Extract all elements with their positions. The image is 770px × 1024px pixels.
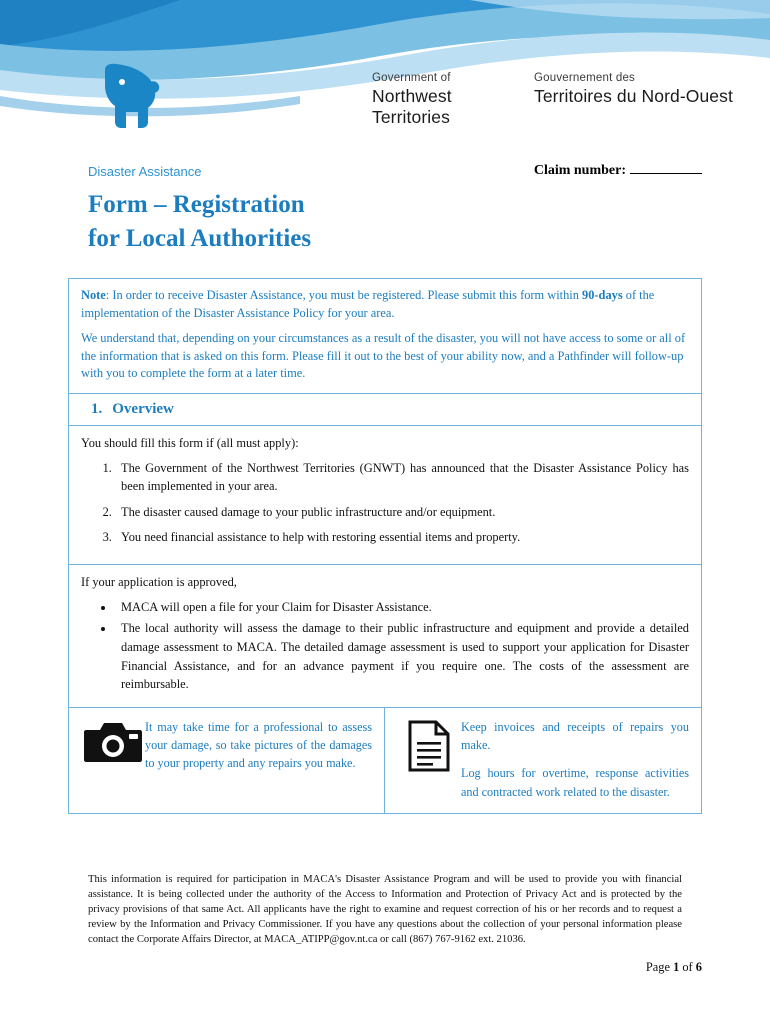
page-mid: of	[679, 960, 696, 974]
tip-photos-text	[145, 718, 372, 773]
approved-intro: If your application is approved,	[81, 575, 237, 590]
camera-icon	[81, 718, 145, 764]
gov-en-big: Northwest Territories	[372, 86, 452, 127]
list-item: 1. The Government of the Northwest Territories (GNWT) has announced that the Disaster Assistance Policy has been implemented in your area.	[115, 459, 689, 496]
page-title	[88, 188, 568, 255]
note-p1-bold: 90-days	[582, 288, 623, 302]
page-current: 1	[673, 960, 680, 974]
list-item: 3. You need financial assistance to help with restoring essential items and property.	[115, 528, 689, 547]
note-paragraph-1	[81, 287, 689, 322]
note-p1-post: of the implementation of the Disaster Assistance Policy for your area.	[81, 288, 655, 320]
note-p1-pre: : In order to receive Disaster Assistance, you must be registered. Please submit this form within	[105, 288, 583, 302]
note-block	[69, 279, 701, 394]
privacy-footer: This information is required for participation in MACA's Disaster Assistance Program and will be used to provide you with financial assistance. It is being collected under the authority of the Access to Information and Protection of Privacy Act and is protected by the privacy provisions of that same Act. All applicants have the right to examine and request correction of his or her records and to request a review by the Information and Privacy Commissioner. If you have any questions about the collection of your personal information please contact the Corporate Affairs Director, at MACA_ATIPP@gov.nt.ca or call (867) 767-9162 ext. 21036.	[88, 874, 682, 946]
list-item: • MACA will open a file for your Claim for Disaster Assistance.	[115, 598, 689, 617]
page-title-line1: Form – Registration	[88, 191, 305, 218]
page-number	[646, 960, 702, 975]
document-icon	[397, 718, 461, 772]
approved-list	[81, 598, 689, 694]
claim-number-label: Claim number:	[533, 163, 626, 178]
page-header-banner	[0, 0, 770, 150]
overview-criteria-list	[81, 459, 689, 547]
overview-criteria-block	[69, 426, 701, 565]
section-number: 1.	[91, 401, 103, 418]
tip-records-text	[461, 718, 689, 801]
claim-number-blank[interactable]	[630, 173, 702, 174]
section-heading-overview	[69, 394, 701, 426]
tip-records-paragraph-1: Keep invoices and receipts of repairs you make.	[461, 719, 689, 753]
page-total: 6	[695, 960, 702, 974]
page-prefix: Page	[645, 960, 674, 974]
polar-bear-logo	[100, 62, 170, 134]
eyebrow-label: Disaster Assistance	[88, 164, 202, 179]
overview-intro: You should fill this form if (all must apply):	[81, 436, 299, 451]
gov-en-small: Government of	[372, 72, 451, 84]
tip-photos-paragraph: It may take time for a professional to assess your damage, so take pictures of the damages to your property and any repairs you make.	[145, 719, 372, 771]
gov-fr-big: Territoires du Nord-Ouest	[534, 86, 733, 106]
tip-photos	[69, 708, 385, 813]
section-title: Overview	[112, 401, 174, 418]
list-item: • The local authority will assess the damage to their public infrastructure and equipment and provide a detailed damage assessment to MACA. The detailed damage assessment is used to support your application for Disaster Financial Assistance, and for an advance payment if you require one. The costs of the assessment are reimbursable.	[115, 619, 689, 693]
form-content-box	[68, 278, 702, 814]
note-paragraph-2: We understand that, depending on your circumstances as a result of the disaster, you will not have access to some or all of the information that is asked on this form. Please fill it out to the best of your ability now, and a Pathfinder will follow-up with you to complete the form at a later time.	[81, 331, 686, 381]
list-item: 2. The disaster caused damage to your public infrastructure and/or equipment.	[115, 503, 689, 522]
note-label: Note	[81, 288, 106, 302]
gov-fr-small: Gouvernement des	[534, 72, 636, 84]
tip-records	[385, 708, 701, 813]
claim-number-field[interactable]	[534, 163, 702, 179]
tips-row	[69, 708, 701, 813]
page-title-line2: for Local Authorities	[88, 224, 312, 252]
government-wordmark	[372, 72, 734, 128]
tip-records-paragraph-2: Log hours for overtime, response activities and contracted work related to the disaster.	[461, 766, 689, 799]
approved-block	[69, 565, 701, 708]
